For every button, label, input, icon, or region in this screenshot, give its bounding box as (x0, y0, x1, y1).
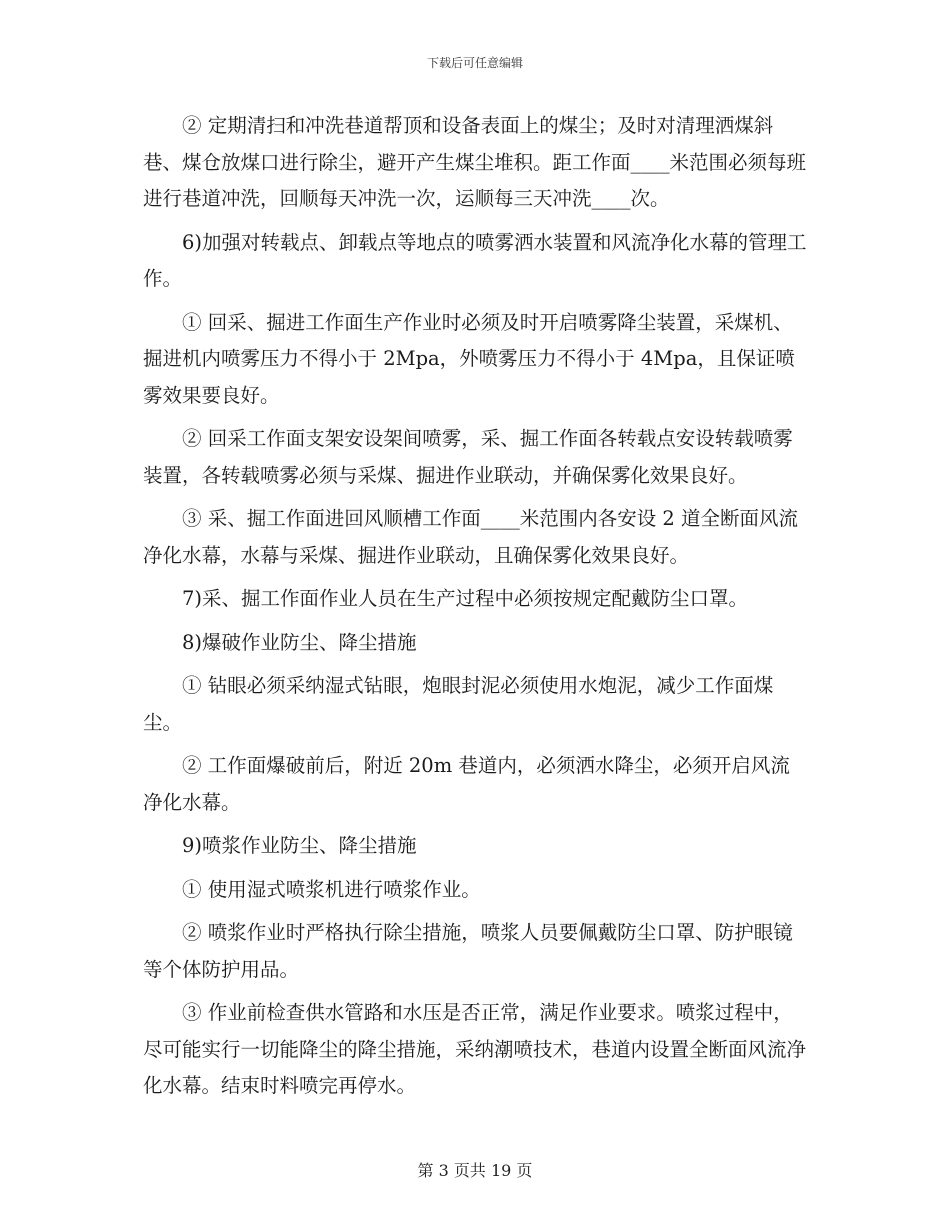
paragraph-water-curtain: ③ 采、掘工作面进回风顺槽工作面____米范围内各安设 2 道全断面风流净化水幕，水幕与采煤、掘进作业联动，且确保雾化效果良好。 (143, 507, 799, 567)
paragraph-protective-gear: ② 喷浆作业时严格执行除尘措施，喷浆人员要佩戴防尘口罩、防护眼镜等个体防护用品。 (143, 921, 793, 981)
paragraph-item-8: 8)爆破作业防尘、降尘措施 (182, 630, 417, 654)
document-body (143, 108, 808, 1112)
page-footer: 第 3 页共 19 页 (417, 1161, 533, 1180)
paragraph-wet-shotcrete: ① 使用湿式喷浆机进行喷浆作业。 (182, 877, 481, 901)
paragraph-wet-drilling: ① 钻眼必须采纳湿式钻眼，炮眼封泥必须使用水炮泥，减少工作面煤尘。 (143, 674, 774, 734)
paragraph-support-spray: ② 回采工作面支架安设架间喷雾，采、掘工作面各转载点安设转载喷雾装置，各转载喷雾必须与采煤、掘进作业联动，并确保雾化效果良好。 (143, 427, 793, 487)
paragraph-blasting-spray: ② 工作面爆破前后，附近 20m 巷道内，必须洒水降尘，必须开启风流净化水幕。 (143, 754, 790, 814)
paragraph-item-6: 6)加强对转载点、卸载点等地点的喷雾洒水装置和风流净化水幕的管理工作。 (143, 230, 807, 290)
paragraph-item-7: 7)采、掘工作面作业人员在生产过程中必须按规定配戴防尘口罩。 (182, 587, 749, 610)
paragraph-item-9: 9)喷浆作业防尘、降尘措施 (182, 834, 417, 857)
paragraph-pre-check: ③ 作业前检查供水管路和水压是否正常，满足作业要求。喷浆过程中，尽可能实行一切能降尘的降尘措施，采纳潮喷技术，巷道内设置全断面风流净化水幕。结束时料喷完再停水。 (143, 1001, 807, 1097)
page-header: 下载后可任意编辑 (426, 56, 523, 70)
paragraph-spray-device: ① 回采、掘进工作面生产作业时必须及时开启喷雾降尘装置，采煤机、掘进机内喷雾压力不得小于 2Mpa，外喷雾压力不得小于 4Mpa，且保证喷雾效果要良好。 (143, 310, 795, 407)
paragraph-clean-roadway: ② 定期清扫和冲洗巷道帮顶和设备表面上的煤尘；及时对清理洒煤斜巷、煤仓放煤口进行除尘，避开产生煤尘堆积。距工作面____米范围必须每班进行巷道冲洗，回顺每天冲洗一次，运顺每三天冲洗____次。 (143, 114, 807, 210)
